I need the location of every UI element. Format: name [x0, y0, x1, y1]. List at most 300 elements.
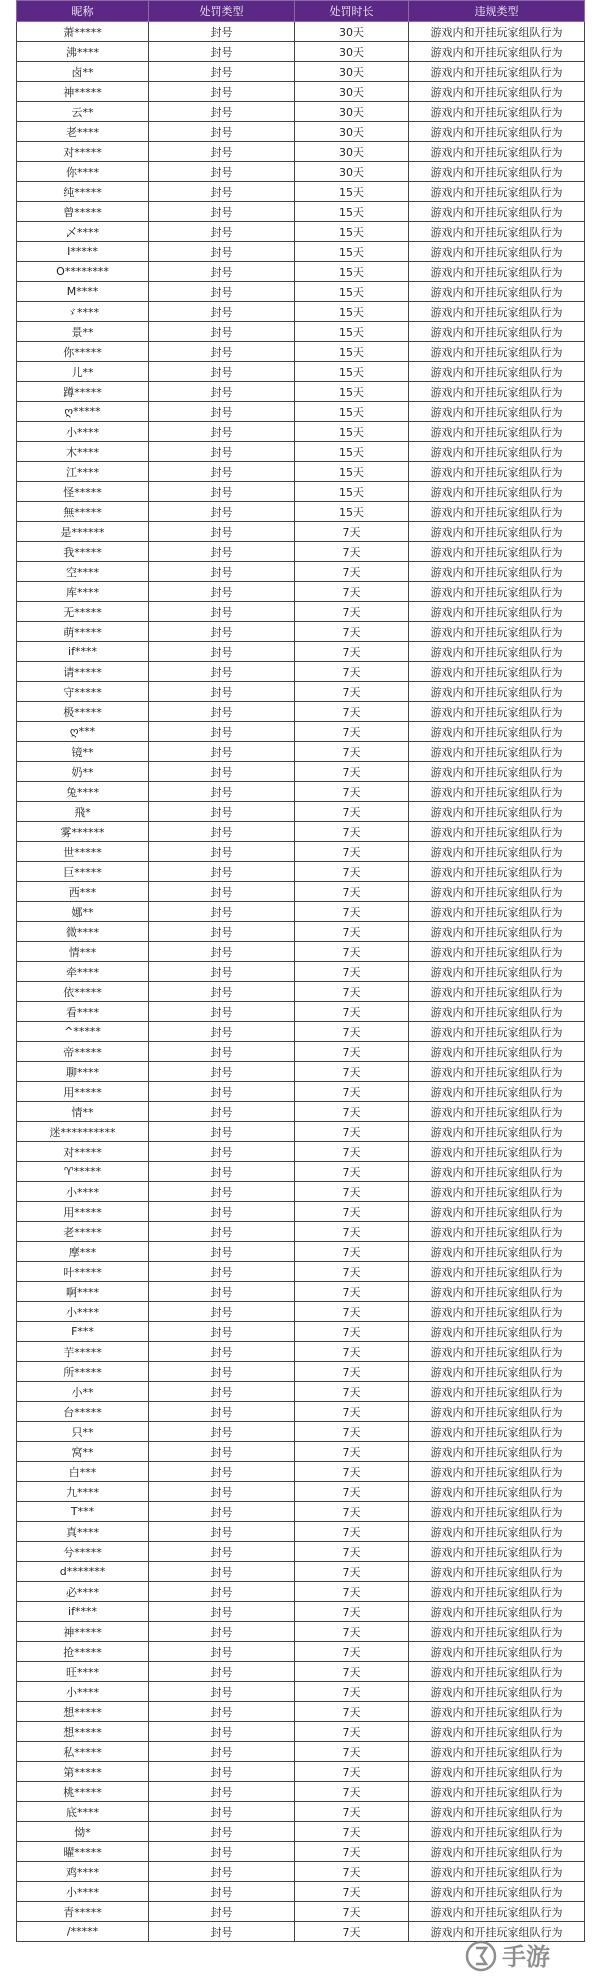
cell-penalty-type: 封号: [149, 1242, 295, 1262]
cell-penalty-type: 封号: [149, 1442, 295, 1462]
cell-penalty-type: 封号: [149, 402, 295, 422]
cell-violation-type: 游戏内和开挂玩家组队行为: [409, 42, 585, 62]
cell-penalty-duration: 7天: [295, 702, 409, 722]
cell-penalty-duration: 7天: [295, 602, 409, 622]
cell-penalty-duration: 15天: [295, 302, 409, 322]
table-row: [17, 582, 585, 602]
cell-penalty-duration: 30天: [295, 122, 409, 142]
cell-nickname: 儿**: [17, 362, 149, 382]
cell-violation-type: 游戏内和开挂玩家组队行为: [409, 22, 585, 42]
cell-nickname: 青*****: [17, 1902, 149, 1922]
table-row: [17, 1782, 585, 1802]
cell-penalty-type: 封号: [149, 422, 295, 442]
cell-penalty-type: 封号: [149, 1502, 295, 1522]
cell-violation-type: 游戏内和开挂玩家组队行为: [409, 862, 585, 882]
cell-penalty-type: 封号: [149, 1082, 295, 1102]
cell-violation-type: 游戏内和开挂玩家组队行为: [409, 1262, 585, 1282]
table-row: [17, 1462, 585, 1482]
cell-nickname: 对*****: [17, 1142, 149, 1162]
cell-violation-type: 游戏内和开挂玩家组队行为: [409, 122, 585, 142]
table-row: [17, 502, 585, 522]
table-row: [17, 1142, 585, 1162]
table-row: [17, 562, 585, 582]
table-row: [17, 862, 585, 882]
cell-penalty-duration: 7天: [295, 1282, 409, 1302]
cell-penalty-duration: 15天: [295, 462, 409, 482]
cell-penalty-duration: 7天: [295, 1242, 409, 1262]
cell-violation-type: 游戏内和开挂玩家组队行为: [409, 1802, 585, 1822]
table-row: [17, 402, 585, 422]
cell-penalty-type: 封号: [149, 242, 295, 262]
cell-penalty-duration: 7天: [295, 1702, 409, 1722]
table-row: [17, 1242, 585, 1262]
table-row: [17, 642, 585, 662]
cell-violation-type: 游戏内和开挂玩家组队行为: [409, 562, 585, 582]
cell-nickname: 底****: [17, 1802, 149, 1822]
table-row: [17, 1002, 585, 1022]
cell-violation-type: 游戏内和开挂玩家组队行为: [409, 1042, 585, 1062]
cell-nickname: 真****: [17, 1522, 149, 1542]
cell-violation-type: 游戏内和开挂玩家组队行为: [409, 1102, 585, 1122]
cell-nickname: M****: [17, 282, 149, 302]
cell-penalty-type: 封号: [149, 782, 295, 802]
cell-violation-type: 游戏内和开挂玩家组队行为: [409, 1502, 585, 1522]
cell-nickname: 娜**: [17, 902, 149, 922]
header-violation-type: 违规类型: [409, 1, 585, 22]
cell-penalty-duration: 7天: [295, 1762, 409, 1782]
cell-violation-type: 游戏内和开挂玩家组队行为: [409, 882, 585, 902]
table-row: [17, 1382, 585, 1402]
cell-penalty-type: 封号: [149, 522, 295, 542]
watermark-text: 手游: [502, 1943, 550, 1971]
cell-penalty-duration: 7天: [295, 582, 409, 602]
cell-penalty-type: 封号: [149, 1222, 295, 1242]
cell-penalty-duration: 7天: [295, 1462, 409, 1482]
cell-nickname: 云**: [17, 102, 149, 122]
table-row: [17, 1862, 585, 1882]
cell-violation-type: 游戏内和开挂玩家组队行为: [409, 82, 585, 102]
table-row: [17, 1482, 585, 1502]
cell-penalty-type: 封号: [149, 722, 295, 742]
cell-penalty-duration: 7天: [295, 1422, 409, 1442]
table-row: [17, 1842, 585, 1862]
cell-penalty-type: 封号: [149, 1382, 295, 1402]
table-row: [17, 1822, 585, 1842]
cell-violation-type: 游戏内和开挂玩家组队行为: [409, 1142, 585, 1162]
cell-penalty-duration: 7天: [295, 722, 409, 742]
table-row: [17, 1022, 585, 1042]
cell-nickname: 极*****: [17, 702, 149, 722]
cell-penalty-duration: 7天: [295, 1302, 409, 1322]
table-row: [17, 142, 585, 162]
cell-violation-type: 游戏内和开挂玩家组队行为: [409, 1582, 585, 1602]
table-row: [17, 1682, 585, 1702]
cell-penalty-type: 封号: [149, 542, 295, 562]
cell-penalty-type: 封号: [149, 1022, 295, 1042]
cell-nickname: 库****: [17, 582, 149, 602]
table-row: [17, 802, 585, 822]
cell-penalty-type: 封号: [149, 162, 295, 182]
cell-violation-type: 游戏内和开挂玩家组队行为: [409, 302, 585, 322]
table-row: [17, 1742, 585, 1762]
table-row: [17, 842, 585, 862]
cell-nickname: 必****: [17, 1582, 149, 1602]
cell-penalty-duration: 7天: [295, 642, 409, 662]
cell-penalty-duration: 7天: [295, 1602, 409, 1622]
cell-nickname: 小****: [17, 1302, 149, 1322]
table-row: [17, 1522, 585, 1542]
cell-penalty-duration: 30天: [295, 82, 409, 102]
cell-penalty-duration: 7天: [295, 882, 409, 902]
cell-violation-type: 游戏内和开挂玩家组队行为: [409, 622, 585, 642]
cell-violation-type: 游戏内和开挂玩家组队行为: [409, 822, 585, 842]
penalty-table: [16, 0, 585, 1942]
cell-violation-type: 游戏内和开挂玩家组队行为: [409, 1902, 585, 1922]
cell-violation-type: 游戏内和开挂玩家组队行为: [409, 742, 585, 762]
cell-penalty-type: 封号: [149, 582, 295, 602]
cell-nickname: if****: [17, 1602, 149, 1622]
cell-penalty-duration: 30天: [295, 162, 409, 182]
cell-nickname: 奶**: [17, 762, 149, 782]
cell-violation-type: 游戏内和开挂玩家组队行为: [409, 1742, 585, 1762]
cell-violation-type: 游戏内和开挂玩家组队行为: [409, 902, 585, 922]
cell-penalty-type: 封号: [149, 282, 295, 302]
table-row: [17, 42, 585, 62]
table-row: [17, 1802, 585, 1822]
cell-violation-type: 游戏内和开挂玩家组队行为: [409, 1442, 585, 1462]
table-row: [17, 722, 585, 742]
cell-violation-type: 游戏内和开挂玩家组队行为: [409, 1662, 585, 1682]
cell-nickname: 空****: [17, 562, 149, 582]
cell-penalty-duration: 7天: [295, 1362, 409, 1382]
cell-violation-type: 游戏内和开挂玩家组队行为: [409, 1242, 585, 1262]
table-row: [17, 422, 585, 442]
table-row: [17, 662, 585, 682]
cell-penalty-type: 封号: [149, 1482, 295, 1502]
cell-violation-type: 游戏内和开挂玩家组队行为: [409, 1202, 585, 1222]
cell-penalty-duration: 7天: [295, 942, 409, 962]
cell-penalty-type: 封号: [149, 1622, 295, 1642]
cell-violation-type: 游戏内和开挂玩家组队行为: [409, 262, 585, 282]
table-row: [17, 1042, 585, 1062]
cell-nickname: 请*****: [17, 662, 149, 682]
cell-nickname: 小**: [17, 1382, 149, 1402]
cell-violation-type: 游戏内和开挂玩家组队行为: [409, 1642, 585, 1662]
cell-penalty-type: 封号: [149, 1582, 295, 1602]
table-row: [17, 1762, 585, 1782]
cell-violation-type: 游戏内和开挂玩家组队行为: [409, 1482, 585, 1502]
cell-penalty-duration: 15天: [295, 362, 409, 382]
table-row: [17, 1422, 585, 1442]
cell-nickname: 木****: [17, 442, 149, 462]
cell-penalty-type: 封号: [149, 802, 295, 822]
cell-nickname: 想*****: [17, 1702, 149, 1722]
cell-nickname: 雾******: [17, 822, 149, 842]
cell-penalty-duration: 30天: [295, 42, 409, 62]
header-row: [17, 1, 585, 22]
cell-violation-type: 游戏内和开挂玩家组队行为: [409, 242, 585, 262]
cell-nickname: 江****: [17, 462, 149, 482]
cell-penalty-type: 封号: [149, 762, 295, 782]
table-row: [17, 1262, 585, 1282]
table-row: [17, 302, 585, 322]
table-row: [17, 1542, 585, 1562]
cell-nickname: 西***: [17, 882, 149, 902]
cell-penalty-duration: 7天: [295, 682, 409, 702]
cell-penalty-type: 封号: [149, 1802, 295, 1822]
table-row: [17, 1442, 585, 1462]
cell-nickname: 蹲*****: [17, 382, 149, 402]
cell-penalty-type: 封号: [149, 142, 295, 162]
table-row: [17, 922, 585, 942]
cell-penalty-duration: 15天: [295, 482, 409, 502]
table-row: [17, 882, 585, 902]
table-row: [17, 1902, 585, 1922]
cell-violation-type: 游戏内和开挂玩家组队行为: [409, 642, 585, 662]
cell-violation-type: 游戏内和开挂玩家组队行为: [409, 222, 585, 242]
cell-violation-type: 游戏内和开挂玩家组队行为: [409, 202, 585, 222]
cell-nickname: 無*****: [17, 502, 149, 522]
cell-violation-type: 游戏内和开挂玩家组队行为: [409, 1122, 585, 1142]
cell-penalty-duration: 30天: [295, 62, 409, 82]
table-row: [17, 202, 585, 222]
cell-penalty-duration: 7天: [295, 1802, 409, 1822]
cell-penalty-type: 封号: [149, 982, 295, 1002]
table-row: [17, 182, 585, 202]
cell-violation-type: 游戏内和开挂玩家组队行为: [409, 502, 585, 522]
cell-penalty-type: 封号: [149, 462, 295, 482]
table-row: [17, 762, 585, 782]
cell-nickname: if****: [17, 642, 149, 662]
cell-violation-type: 游戏内和开挂玩家组队行为: [409, 982, 585, 1002]
cell-violation-type: 游戏内和开挂玩家组队行为: [409, 382, 585, 402]
cell-penalty-duration: 7天: [295, 1102, 409, 1122]
cell-penalty-duration: 7天: [295, 782, 409, 802]
cell-penalty-duration: 7天: [295, 1402, 409, 1422]
table-row: [17, 382, 585, 402]
cell-violation-type: 游戏内和开挂玩家组队行为: [409, 1882, 585, 1902]
cell-penalty-type: 封号: [149, 1862, 295, 1882]
table-row: [17, 1162, 585, 1182]
cell-penalty-duration: 7天: [295, 1902, 409, 1922]
cell-penalty-type: 封号: [149, 1322, 295, 1342]
cell-penalty-type: 封号: [149, 1882, 295, 1902]
cell-nickname: 想*****: [17, 1722, 149, 1742]
cell-violation-type: 游戏内和开挂玩家组队行为: [409, 1382, 585, 1402]
table-row: [17, 162, 585, 182]
table-row: [17, 1362, 585, 1382]
header-penalty-duration: 处罚时长: [295, 1, 409, 22]
cell-nickname: 白***: [17, 1462, 149, 1482]
cell-penalty-duration: 7天: [295, 1002, 409, 1022]
cell-penalty-duration: 7天: [295, 1142, 409, 1162]
cell-penalty-duration: 30天: [295, 142, 409, 162]
cell-penalty-type: 封号: [149, 442, 295, 462]
cell-violation-type: 游戏内和开挂玩家组队行为: [409, 1542, 585, 1562]
cell-penalty-duration: 7天: [295, 822, 409, 842]
table-row: [17, 342, 585, 362]
cell-nickname: ♈*****: [17, 1162, 149, 1182]
cell-penalty-duration: 7天: [295, 1722, 409, 1742]
table-row: [17, 1882, 585, 1902]
table-row: [17, 482, 585, 502]
cell-penalty-type: 封号: [149, 1822, 295, 1842]
cell-penalty-type: 封号: [149, 1122, 295, 1142]
site-watermark: [464, 1939, 592, 1973]
cell-violation-type: 游戏内和开挂玩家组队行为: [409, 1082, 585, 1102]
cell-penalty-type: 封号: [149, 1062, 295, 1082]
cell-penalty-type: 封号: [149, 742, 295, 762]
cell-penalty-duration: 15天: [295, 442, 409, 462]
cell-penalty-type: 封号: [149, 922, 295, 942]
header-penalty-type: 处罚类型: [149, 1, 295, 22]
table-row: [17, 1182, 585, 1202]
table-row: [17, 1302, 585, 1322]
table-row: [17, 1062, 585, 1082]
cell-penalty-type: 封号: [149, 1902, 295, 1922]
cell-nickname: /*****: [17, 1922, 149, 1942]
cell-nickname: 鸡****: [17, 1862, 149, 1882]
cell-violation-type: 游戏内和开挂玩家组队行为: [409, 1342, 585, 1362]
table-row: [17, 282, 585, 302]
cell-penalty-duration: 7天: [295, 1202, 409, 1222]
cell-violation-type: 游戏内和开挂玩家组队行为: [409, 1862, 585, 1882]
cell-nickname: 你*****: [17, 342, 149, 362]
cell-nickname: 景**: [17, 322, 149, 342]
cell-penalty-duration: 7天: [295, 1542, 409, 1562]
table-row: [17, 222, 585, 242]
cell-violation-type: 游戏内和开挂玩家组队行为: [409, 1842, 585, 1862]
cell-nickname: 小****: [17, 422, 149, 442]
table-row: [17, 22, 585, 42]
cell-violation-type: 游戏内和开挂玩家组队行为: [409, 802, 585, 822]
cell-penalty-duration: 7天: [295, 1522, 409, 1542]
cell-penalty-duration: 7天: [295, 1562, 409, 1582]
cell-violation-type: 游戏内和开挂玩家组队行为: [409, 402, 585, 422]
cell-penalty-type: 封号: [149, 382, 295, 402]
cell-nickname: 镜**: [17, 742, 149, 762]
cell-penalty-duration: 15天: [295, 182, 409, 202]
cell-violation-type: 游戏内和开挂玩家组队行为: [409, 422, 585, 442]
cell-penalty-type: 封号: [149, 62, 295, 82]
cell-penalty-type: 封号: [149, 1002, 295, 1022]
cell-penalty-type: 封号: [149, 182, 295, 202]
cell-penalty-type: 封号: [149, 1162, 295, 1182]
header-nickname: 昵称: [17, 1, 149, 22]
table-row: [17, 102, 585, 122]
cell-violation-type: 游戏内和开挂玩家组队行为: [409, 1522, 585, 1542]
cell-penalty-type: 封号: [149, 1542, 295, 1562]
table-row: [17, 1102, 585, 1122]
cell-penalty-duration: 7天: [295, 1862, 409, 1882]
cell-penalty-duration: 15天: [295, 222, 409, 242]
cell-penalty-duration: 7天: [295, 922, 409, 942]
cell-violation-type: 游戏内和开挂玩家组队行为: [409, 1302, 585, 1322]
cell-penalty-type: 封号: [149, 82, 295, 102]
cell-penalty-duration: 7天: [295, 1022, 409, 1042]
cell-nickname: 芋*****: [17, 1342, 149, 1362]
cell-penalty-type: 封号: [149, 562, 295, 582]
cell-penalty-type: 封号: [149, 1182, 295, 1202]
cell-penalty-duration: 7天: [295, 762, 409, 782]
cell-penalty-type: 封号: [149, 1282, 295, 1302]
cell-nickname: 神*****: [17, 82, 149, 102]
cell-penalty-type: 封号: [149, 482, 295, 502]
cell-nickname: 啊****: [17, 1282, 149, 1302]
cell-penalty-type: 封号: [149, 1142, 295, 1162]
cell-nickname: F***: [17, 1322, 149, 1342]
cell-penalty-duration: 7天: [295, 1062, 409, 1082]
cell-nickname: ღ***: [17, 722, 149, 742]
cell-violation-type: 游戏内和开挂玩家组队行为: [409, 942, 585, 962]
cell-violation-type: 游戏内和开挂玩家组队行为: [409, 1702, 585, 1722]
cell-violation-type: 游戏内和开挂玩家组队行为: [409, 1622, 585, 1642]
cell-penalty-type: 封号: [149, 702, 295, 722]
cell-nickname: 神*****: [17, 1622, 149, 1642]
cell-nickname: 第*****: [17, 1762, 149, 1782]
table-row: [17, 542, 585, 562]
cell-nickname: 萌*****: [17, 622, 149, 642]
table-body: [17, 22, 585, 1942]
cell-nickname: 桃*****: [17, 1782, 149, 1802]
cell-penalty-type: 封号: [149, 42, 295, 62]
table-row: [17, 702, 585, 722]
cell-nickname: 飛*: [17, 802, 149, 822]
cell-nickname: 旺****: [17, 1662, 149, 1682]
cell-penalty-duration: 7天: [295, 1162, 409, 1182]
cell-penalty-type: 封号: [149, 302, 295, 322]
table-row: [17, 1702, 585, 1722]
cell-nickname: 世*****: [17, 842, 149, 862]
cell-nickname: 小****: [17, 1682, 149, 1702]
cell-violation-type: 游戏内和开挂玩家组队行为: [409, 62, 585, 82]
cell-nickname: 情***: [17, 942, 149, 962]
cell-penalty-duration: 7天: [295, 1742, 409, 1762]
cell-penalty-duration: 7天: [295, 1782, 409, 1802]
cell-violation-type: 游戏内和开挂玩家组队行为: [409, 1682, 585, 1702]
cell-penalty-type: 封号: [149, 1462, 295, 1482]
cell-violation-type: 游戏内和开挂玩家组队行为: [409, 582, 585, 602]
cell-penalty-duration: 30天: [295, 102, 409, 122]
cell-penalty-type: 封号: [149, 1702, 295, 1722]
table-row: [17, 122, 585, 142]
cell-penalty-type: 封号: [149, 962, 295, 982]
cell-violation-type: 游戏内和开挂玩家组队行为: [409, 462, 585, 482]
cell-nickname: 对*****: [17, 142, 149, 162]
cell-penalty-type: 封号: [149, 1922, 295, 1942]
cell-nickname: 所*****: [17, 1362, 149, 1382]
cell-penalty-duration: 30天: [295, 22, 409, 42]
cell-violation-type: 游戏内和开挂玩家组队行为: [409, 1062, 585, 1082]
cell-nickname: 守*****: [17, 682, 149, 702]
cell-penalty-type: 封号: [149, 1742, 295, 1762]
cell-violation-type: 游戏内和开挂玩家组队行为: [409, 542, 585, 562]
table-row: [17, 1402, 585, 1422]
cell-nickname: 依*****: [17, 982, 149, 1002]
cell-penalty-type: 封号: [149, 842, 295, 862]
cell-penalty-duration: 15天: [295, 382, 409, 402]
cell-violation-type: 游戏内和开挂玩家组队行为: [409, 1562, 585, 1582]
cell-violation-type: 游戏内和开挂玩家组队行为: [409, 1022, 585, 1042]
cell-penalty-type: 封号: [149, 822, 295, 842]
cell-penalty-duration: 7天: [295, 1042, 409, 1062]
cell-nickname: 怪*****: [17, 482, 149, 502]
cell-penalty-duration: 7天: [295, 1842, 409, 1862]
cell-penalty-type: 封号: [149, 1782, 295, 1802]
cell-penalty-duration: 15天: [295, 502, 409, 522]
cell-penalty-duration: 15天: [295, 242, 409, 262]
cell-nickname: 只**: [17, 1422, 149, 1442]
